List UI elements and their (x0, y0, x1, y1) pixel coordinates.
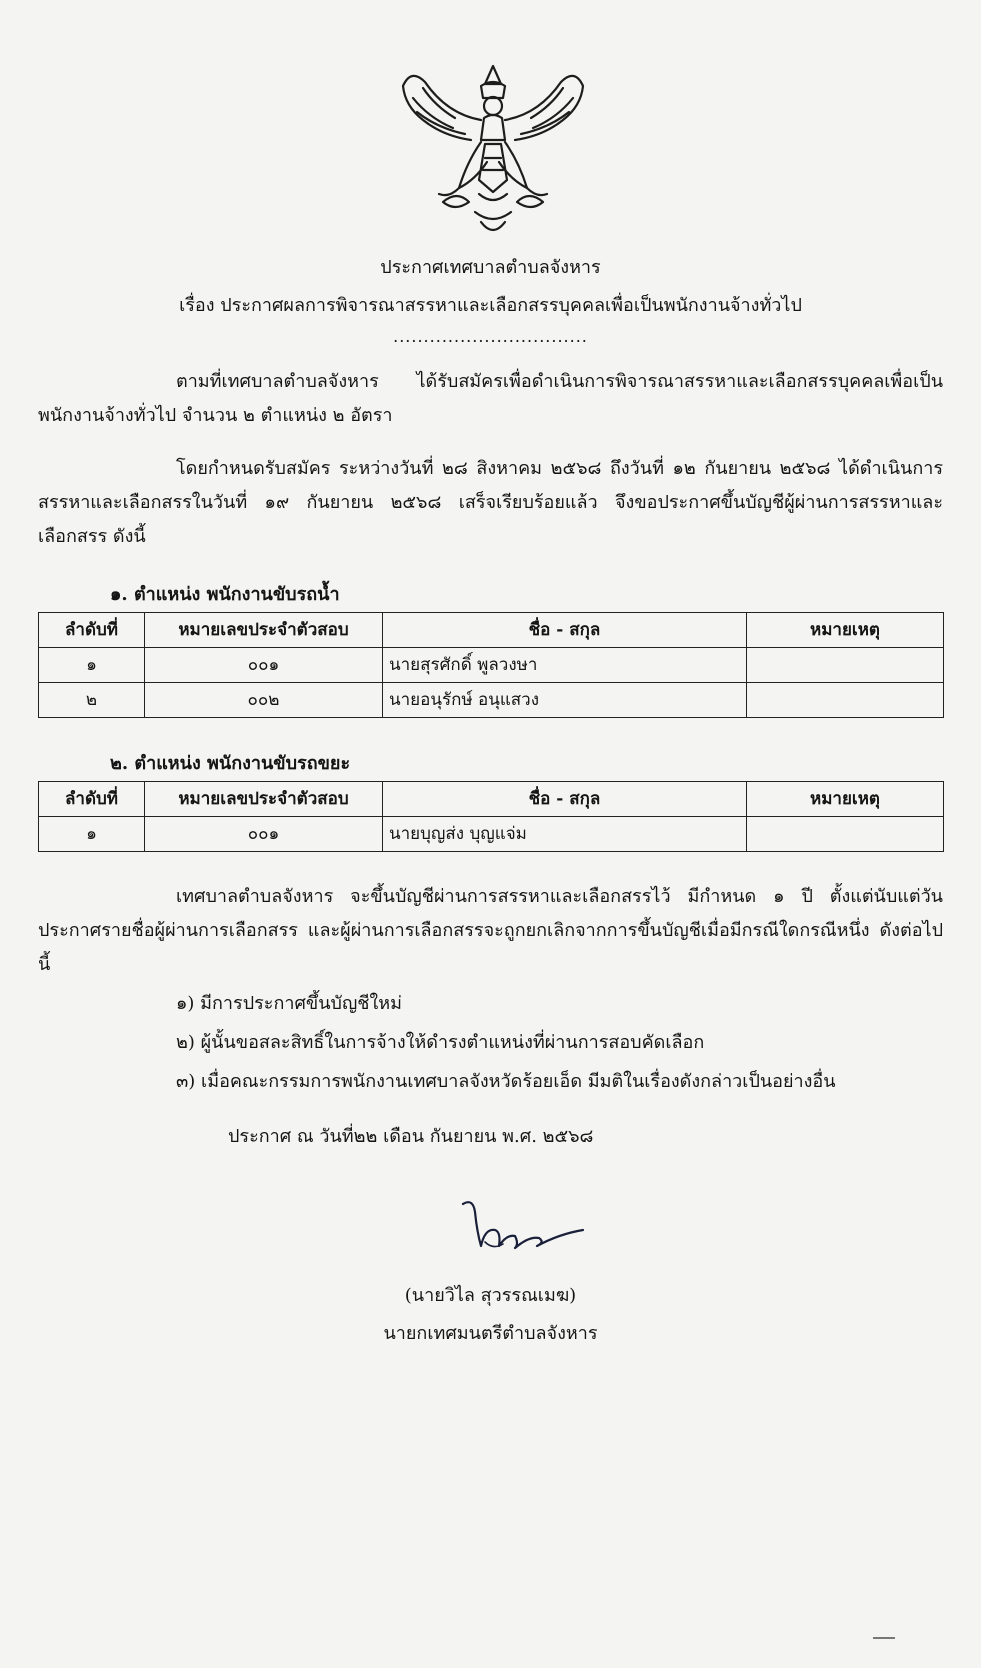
cell-exam-id: ๐๐๑ (145, 648, 383, 683)
column-header-name: ชื่อ - สกุล (383, 613, 747, 648)
table-header-row (39, 782, 944, 817)
announcement-date: ประกาศ ณ วันที่๒๒ เดือน กันยายน พ.ศ. ๒๕๖๘ (228, 1126, 594, 1147)
condition-item-3: ๓) เมื่อคณะกรรมการพนักงานเทศบาลจังหวัดร้อยเอ็ด มีมติในเรื่องดังกล่าวเป็นอย่างอื่น (176, 1071, 836, 1092)
position-heading-garbage-truck: ๒. ตำแหน่ง พนักงานขับรถขยะ (110, 753, 351, 774)
cell-name: นายสุรศักดิ์ พูลวงษา (383, 648, 747, 683)
cell-remark (747, 817, 944, 852)
cell-no: ๒ (39, 683, 145, 718)
cell-exam-id: ๐๐๑ (145, 817, 383, 852)
condition-item-1: ๑) มีการประกาศขึ้นบัญชีใหม่ (176, 993, 403, 1014)
column-header-name: ชื่อ - สกุล (383, 782, 747, 817)
column-header-exam-id: หมายเลขประจำตัวสอบ (145, 782, 383, 817)
column-header-no: ลำดับที่ (39, 613, 145, 648)
signer-name: (นายวิไล สุวรรณเมฆ) (404, 1285, 577, 1306)
schedule-paragraph: โดยกำหนดรับสมัคร ระหว่างวันที่ ๒๘ สิงหาคม ๒๕๖๘ ถึงวันที่ ๑๒ กันยายน ๒๕๖๘ ได้ดำเนินการสรรหาและเลือกสรรในวันที่ ๑๙ กันยายน ๒๕๖๘ เสร็จเรียบร้อยแล้ว จึงขอประกาศขึ้นบัญชีผู้ผ่านการสรรหาและเลือกสรร ดังนี้ (38, 458, 943, 547)
column-header-exam-id: หมายเลขประจำตัวสอบ (145, 613, 383, 648)
intro-paragraph: ตามที่เทศบาลตำบลจังหาร ได้รับสมัครเพื่อดำเนินการพิจารณาสรรหาและเลือกสรรบุคคลเพื่อเป็นพนักงานจ้างทั่วไป จำนวน ๒ ตำแหน่ง ๒ อัตรา (38, 371, 943, 426)
table-row (39, 648, 944, 683)
document-title: ประกาศเทศบาลตำบลจังหาร (380, 257, 601, 278)
column-header-no: ลำดับที่ (39, 782, 145, 817)
cell-no: ๑ (39, 648, 145, 683)
cell-remark (747, 648, 944, 683)
cell-remark (747, 683, 944, 718)
garuda-emblem-icon (395, 62, 591, 240)
cell-no: ๑ (39, 817, 145, 852)
table-header-row (39, 613, 944, 648)
validity-paragraph: เทศบาลตำบลจังหาร จะขึ้นบัญชีผ่านการสรรหาและเลือกสรรไว้ มีกำหนด ๑ ปี ตั้งแต่นับแต่วันประกาศรายชื่อผู้ผ่านการเลือกสรร และผู้ผ่านการเลือกสรรจะถูกยกเลิกจากการขึ้นบัญชีเมื่อมีกรณีใดกรณีหนึ่ง ดังต่อไปนี้ (38, 886, 943, 975)
column-header-remark: หมายเหตุ (747, 613, 944, 648)
cell-exam-id: ๐๐๒ (145, 683, 383, 718)
signer-title: นายกเทศมนตรีตำบลจังหาร (383, 1323, 598, 1344)
page-corner-mark (873, 1637, 895, 1639)
position-heading-water-truck: ๑. ตำแหน่ง พนักงานขับรถน้ำ (110, 584, 340, 605)
column-header-remark: หมายเหตุ (747, 782, 944, 817)
condition-item-2: ๒) ผู้นั้นขอสละสิทธิ์ในการจ้างให้ดำรงตำแหน่งที่ผ่านการสอบคัดเลือก (176, 1032, 705, 1053)
document-subject: เรื่อง ประกาศผลการพิจารณาสรรหาและเลือกสรรบุคคลเพื่อเป็นพนักงานจ้างทั่วไป (179, 295, 802, 316)
cell-name: นายบุญส่ง บุญแจ่ม (383, 817, 747, 852)
cell-name: นายอนุรักษ์ อนุแสวง (383, 683, 747, 718)
results-table-garbage-truck (38, 781, 944, 852)
title-divider: ................................ (393, 327, 588, 346)
table-row (39, 817, 944, 852)
handwritten-signature (455, 1198, 590, 1258)
table-row (39, 683, 944, 718)
results-table-water-truck (38, 612, 944, 718)
